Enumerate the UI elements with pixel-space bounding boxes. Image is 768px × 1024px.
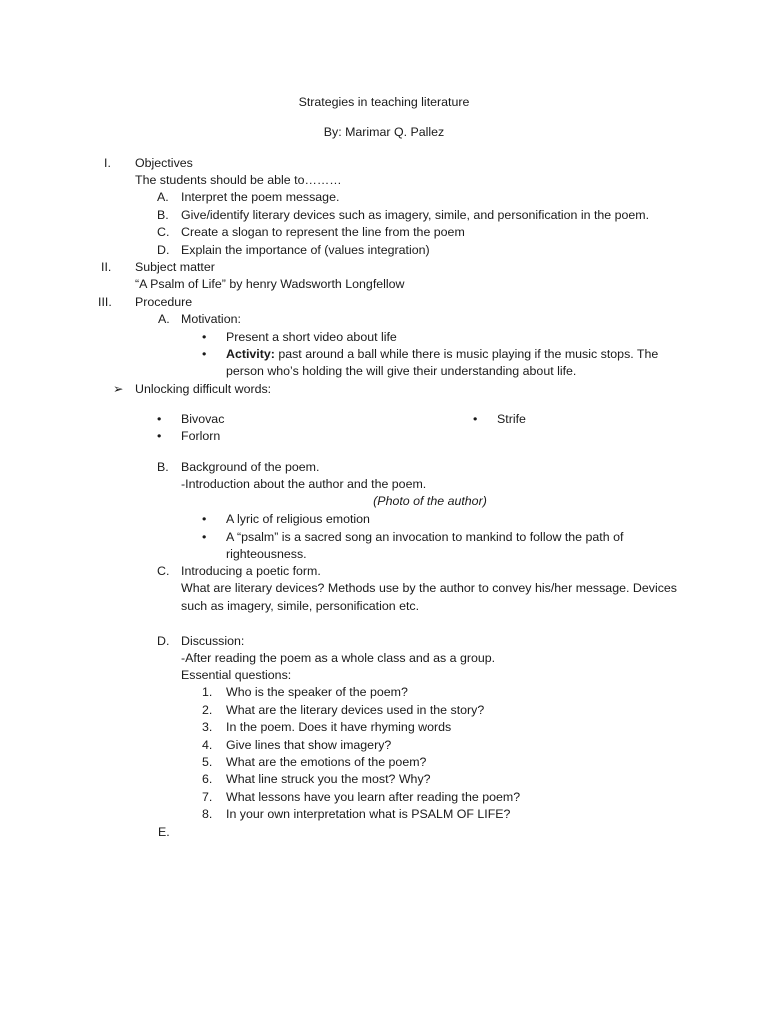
section-number: II. xyxy=(101,260,112,274)
motivation-activity-continued: person who’s holding the will give their understanding about life. xyxy=(226,364,577,378)
objective-letter: A. xyxy=(157,190,169,204)
motivation-activity xyxy=(226,346,658,362)
question-number: 4. xyxy=(202,738,213,752)
objective-item: Explain the importance of (values integration) xyxy=(181,243,430,257)
question-number: 8. xyxy=(202,807,213,821)
question-number: 1. xyxy=(202,685,213,699)
question-text: What lessons have you learn after reading the poem? xyxy=(226,790,521,804)
section-title-objectives: Objectives xyxy=(135,156,193,170)
activity-text: past around a ball while there is music playing if the music stops. The xyxy=(274,347,659,361)
question-number: 7. xyxy=(202,790,213,804)
poetic-form-text: What are literary devices? Methods use by the author to convey his/her message. Devices such as imagery, simile, personification etc. xyxy=(181,581,677,613)
bullet-icon: • xyxy=(202,330,207,344)
vocabulary-word: Bivovac xyxy=(181,412,225,426)
activity-label: Activity: xyxy=(226,347,275,361)
section-title-subject-matter: Subject matter xyxy=(135,260,215,274)
subsection-letter: C. xyxy=(157,564,170,578)
question-number: 6. xyxy=(202,772,213,786)
question-number: 3. xyxy=(202,720,213,734)
document-title: Strategies in teaching literature xyxy=(298,95,470,109)
question-number: 2. xyxy=(202,703,213,717)
objective-letter: D. xyxy=(157,243,170,257)
bullet-icon: • xyxy=(202,530,207,544)
subsection-letter: A. xyxy=(158,312,170,326)
question-text: What are the literary devices used in the story? xyxy=(226,703,485,717)
objective-letter: B. xyxy=(157,208,169,222)
section-number: I. xyxy=(104,156,111,170)
subsection-letter: E. xyxy=(158,825,170,839)
subsection-letter: B. xyxy=(157,460,169,474)
document-author: By: Marimar Q. Pallez xyxy=(323,125,445,139)
question-text: What are the emotions of the poem? xyxy=(226,755,427,769)
bullet-icon: • xyxy=(157,429,162,443)
bullet-icon: • xyxy=(473,412,478,426)
objectives-intro: The students should be able to……… xyxy=(135,173,342,187)
question-number: 5. xyxy=(202,755,213,769)
discussion-intro: -After reading the poem as a whole class and as a group. xyxy=(181,651,496,665)
section-number: III. xyxy=(98,295,112,309)
subsection-letter: D. xyxy=(157,634,170,648)
background-intro: -Introduction about the author and the poem. xyxy=(181,477,427,491)
subsection-title-motivation: Motivation: xyxy=(181,312,241,326)
vocabulary-word: Strife xyxy=(497,412,526,426)
objective-item: Interpret the poem message. xyxy=(181,190,340,204)
subject-matter-text: “A Psalm of Life” by henry Wadsworth Longfellow xyxy=(135,277,405,291)
subsection-title-background: Background of the poem. xyxy=(181,460,320,474)
question-text: In the poem. Does it have rhyming words xyxy=(226,720,452,734)
author-photo-placeholder: (Photo of the author) xyxy=(373,494,487,508)
background-bullet: A lyric of religious emotion xyxy=(226,512,370,526)
objective-letter: C. xyxy=(157,225,170,239)
question-text: What line struck you the most? Why? xyxy=(226,772,431,786)
vocabulary-word: Forlorn xyxy=(181,429,221,443)
motivation-bullet: Present a short video about life xyxy=(226,330,397,344)
bullet-icon: • xyxy=(157,412,162,426)
background-bullet: A “psalm” is a sacred song an invocation to mankind to follow the path of xyxy=(226,530,624,544)
bullet-icon: • xyxy=(202,347,207,361)
subsection-title-discussion: Discussion: xyxy=(181,634,245,648)
section-title-procedure: Procedure xyxy=(135,295,193,309)
subsection-title-poetic-form: Introducing a poetic form. xyxy=(181,564,321,578)
question-text: Give lines that show imagery? xyxy=(226,738,392,752)
background-bullet-continued: righteousness. xyxy=(226,547,307,561)
arrow-bullet-icon: ➢ xyxy=(113,382,124,396)
bullet-icon: • xyxy=(202,512,207,526)
objective-item: Create a slogan to represent the line from the poem xyxy=(181,225,465,239)
unlocking-title: Unlocking difficult words: xyxy=(135,382,272,396)
essential-questions-label: Essential questions: xyxy=(181,668,292,682)
question-text: In your own interpretation what is PSALM OF LIFE? xyxy=(226,807,511,821)
objective-item: Give/identify literary devices such as imagery, simile, and personification in the poem. xyxy=(181,208,650,222)
question-text: Who is the speaker of the poem? xyxy=(226,685,408,699)
